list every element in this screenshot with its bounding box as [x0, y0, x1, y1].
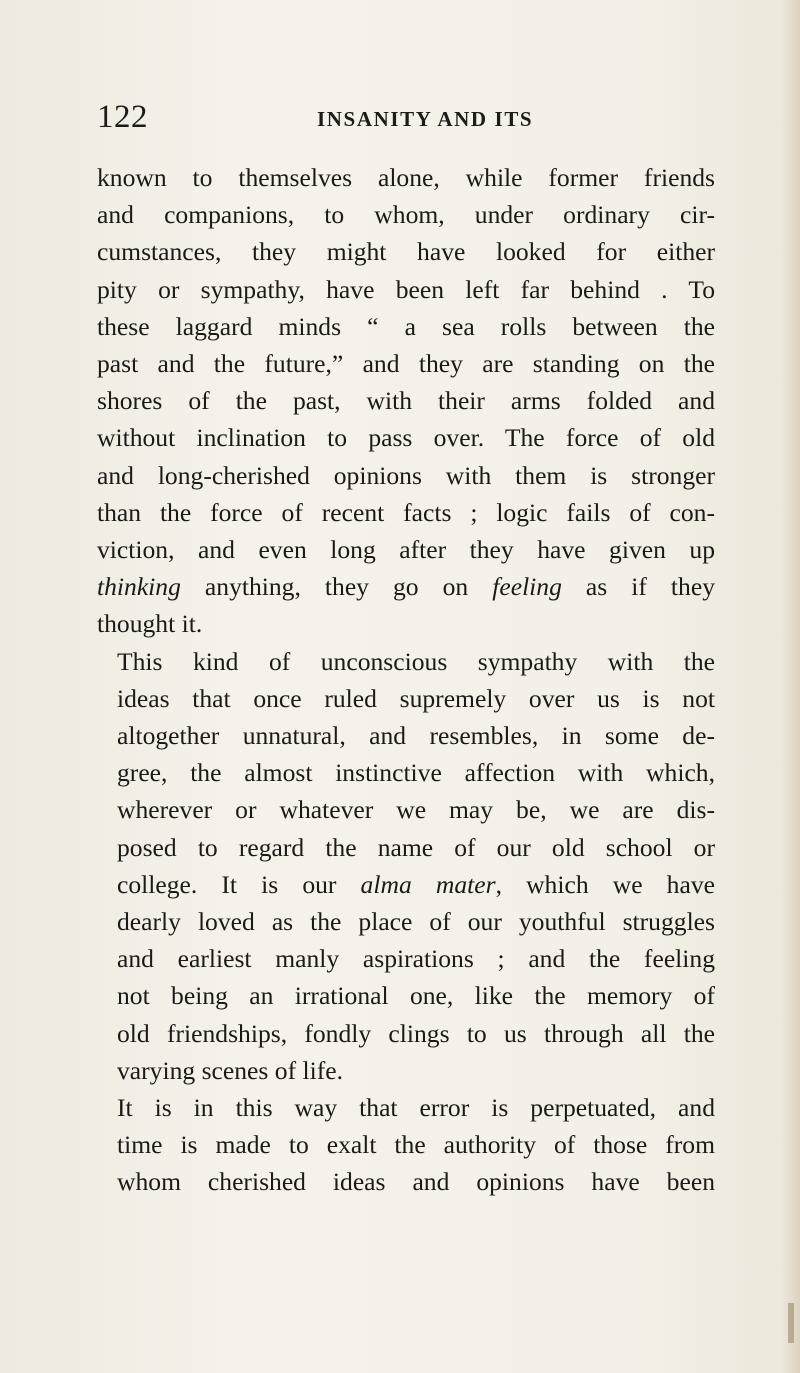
page-edge-shadow: [782, 0, 800, 1373]
text-line: time is made to exalt the authority of those from: [117, 1130, 715, 1160]
text-line: dearly loved as the place of our youthful struggles: [117, 907, 715, 937]
text-line: college. It is our alma mater, which we have: [117, 869, 715, 899]
text-line: cumstances, they might have looked for either: [97, 237, 715, 267]
text-line: past and the future,” and they are standing on the: [97, 349, 715, 379]
text-line: whom cherished ideas and opinions have been: [117, 1167, 715, 1197]
text-line: It is in this way that error is perpetuated, and: [117, 1093, 715, 1123]
body-text: [97, 159, 715, 1201]
text-line: varying scenes of life.: [117, 1055, 343, 1085]
paragraph-3: [97, 1089, 715, 1201]
text-line: without inclination to pass over. The force of old: [97, 423, 715, 453]
text-line: these laggard minds “ a sea rolls between the: [97, 311, 715, 341]
text-line: and earliest manly aspirations ; and the feeling: [117, 944, 715, 974]
text-line: ideas that once ruled supremely over us is not: [117, 683, 715, 713]
emphasis-feeling: feeling: [492, 572, 562, 602]
text-line: and long-cherished opinions with them is stronger: [97, 460, 715, 490]
text-line: thought it.: [97, 609, 203, 639]
paragraph-1: [97, 159, 715, 643]
paragraph-2: [97, 643, 715, 1089]
text-line: wherever or whatever we may be, we are dis-: [117, 795, 715, 825]
text-line: and companions, to whom, under ordinary cir-: [97, 200, 715, 230]
running-head: INSANITY AND ITS: [317, 107, 534, 131]
text-line: than the force of recent facts ; logic fails of con-: [97, 497, 715, 527]
text-line: posed to regard the name of our old school or: [117, 832, 715, 862]
page-number: 122: [97, 99, 148, 135]
text-line: not being an irrational one, like the memory of: [117, 981, 715, 1011]
text-line: shores of the past, with their arms folded and: [97, 386, 715, 416]
page-edge-mark: [788, 1303, 794, 1343]
text-line: thinking anything, they go on feeling as if they: [97, 572, 715, 602]
text-line: pity or sympathy, have been left far behind . To: [97, 274, 715, 304]
text-line: known to themselves alone, while former friends: [97, 163, 715, 192]
text-line: This kind of unconscious sympathy with the: [117, 646, 715, 676]
emphasis-thinking: thinking: [97, 572, 181, 602]
text-line: altogether unnatural, and resembles, in some de-: [117, 721, 715, 751]
emphasis-alma-mater: alma mater: [360, 869, 496, 899]
text-line: gree, the almost instinctive affection with which,: [117, 758, 715, 788]
page-header: [97, 99, 717, 139]
text-line: viction, and even long after they have given up: [97, 535, 715, 565]
text-line: old friendships, fondly clings to us through all the: [117, 1018, 715, 1048]
